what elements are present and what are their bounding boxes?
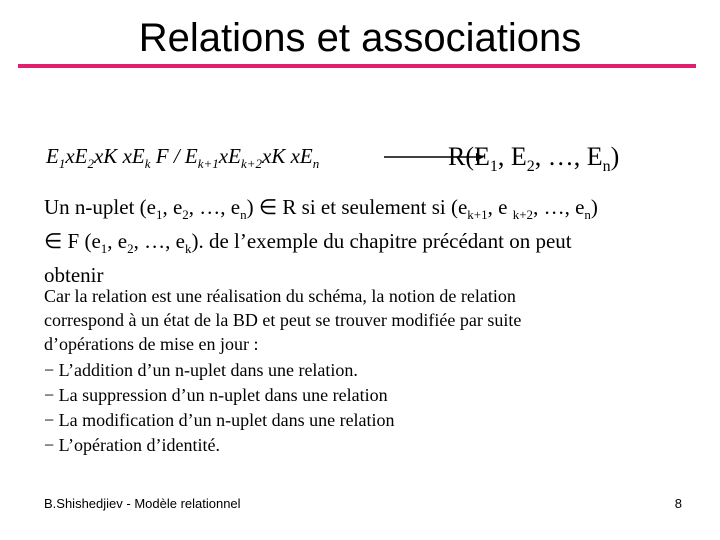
formula-subscript: n (312, 156, 320, 172)
text-run: , e (107, 229, 128, 254)
text-run: , e (162, 195, 183, 219)
text-run: , …, e (188, 195, 241, 219)
formula-subscript: k+2 (240, 156, 262, 172)
page-number: 8 (674, 496, 682, 511)
formula-subscript: k+1 (197, 156, 219, 172)
text-run: Un n-uplet (e (44, 195, 156, 219)
subscript: 1 (155, 207, 163, 223)
list-item: − L’opération d’identité. (44, 435, 220, 455)
formula-subscript: k (144, 156, 151, 172)
formula-subscript: 2 (526, 158, 535, 176)
formula-token: , E (497, 142, 527, 171)
slide-title: Relations et associations (138, 16, 582, 60)
formula-token: xK (262, 144, 286, 168)
formula-token: xE (218, 144, 241, 168)
explanation-paragraph (44, 284, 684, 356)
subscript: 2 (182, 207, 189, 223)
text-run: , e (487, 195, 513, 219)
relation-formula (46, 140, 646, 176)
formula-subscript: n (602, 158, 611, 176)
formula-token: , …, E (534, 142, 603, 171)
formula-token: E (46, 144, 59, 168)
formula-token: xK (93, 144, 118, 168)
text-run: ). de l’exemple du chapitre précédant on peut (191, 229, 572, 254)
formula-token: E (184, 144, 198, 168)
subscript: n (584, 207, 591, 223)
formula-token: F / (155, 144, 180, 168)
formula-subscript: 1 (58, 156, 66, 172)
list-item: − La modification d’un n-uplet dans une relation (44, 410, 395, 430)
subscript: k (184, 241, 192, 257)
definition-paragraph (44, 194, 684, 288)
text-run: , …, e (533, 195, 585, 219)
explanation-line: correspond à un état de la BD et peut se trouver modifiée par suite (44, 310, 522, 330)
subscript: 2 (127, 241, 134, 257)
title-underline (18, 64, 696, 68)
definition-line: obtenir (44, 263, 104, 288)
text-run: ) (590, 195, 598, 219)
explanation-line: Car la relation est une réalisation du schéma, la notion de relation (44, 286, 516, 306)
text-run: ) ∈ R si et seulement si (e (246, 195, 468, 219)
list-item: − La suppression d’un n-uplet dans une relation (44, 385, 388, 405)
definition-line (44, 228, 684, 262)
text-run: ∈ F (e (44, 229, 101, 254)
formula-token: E (74, 144, 88, 168)
subscript: k+1 (467, 207, 488, 223)
subscript: 1 (100, 241, 108, 257)
formula-token: xE (290, 144, 313, 168)
text-run: , …, e (133, 229, 185, 254)
formula-rhs (448, 142, 619, 176)
formula-subscript: 1 (489, 158, 498, 176)
footer-author: B.Shishedjiev - Modèle relationnel (44, 496, 241, 511)
formula-token: xE (122, 144, 145, 168)
formula-token: x (65, 144, 75, 168)
subscript: k+2 (512, 207, 534, 223)
list-item: − L’addition d’un n-uplet dans une relation. (44, 360, 358, 380)
formula-lhs (46, 144, 319, 172)
formula-subscript: 2 (87, 156, 94, 172)
definition-line (44, 194, 684, 228)
subscript: n (240, 207, 247, 223)
formula-token: R(E (448, 142, 490, 171)
operations-list (44, 358, 684, 458)
formula-token: ) (610, 142, 620, 171)
explanation-line: d’opérations de mise en jour : (44, 334, 259, 354)
